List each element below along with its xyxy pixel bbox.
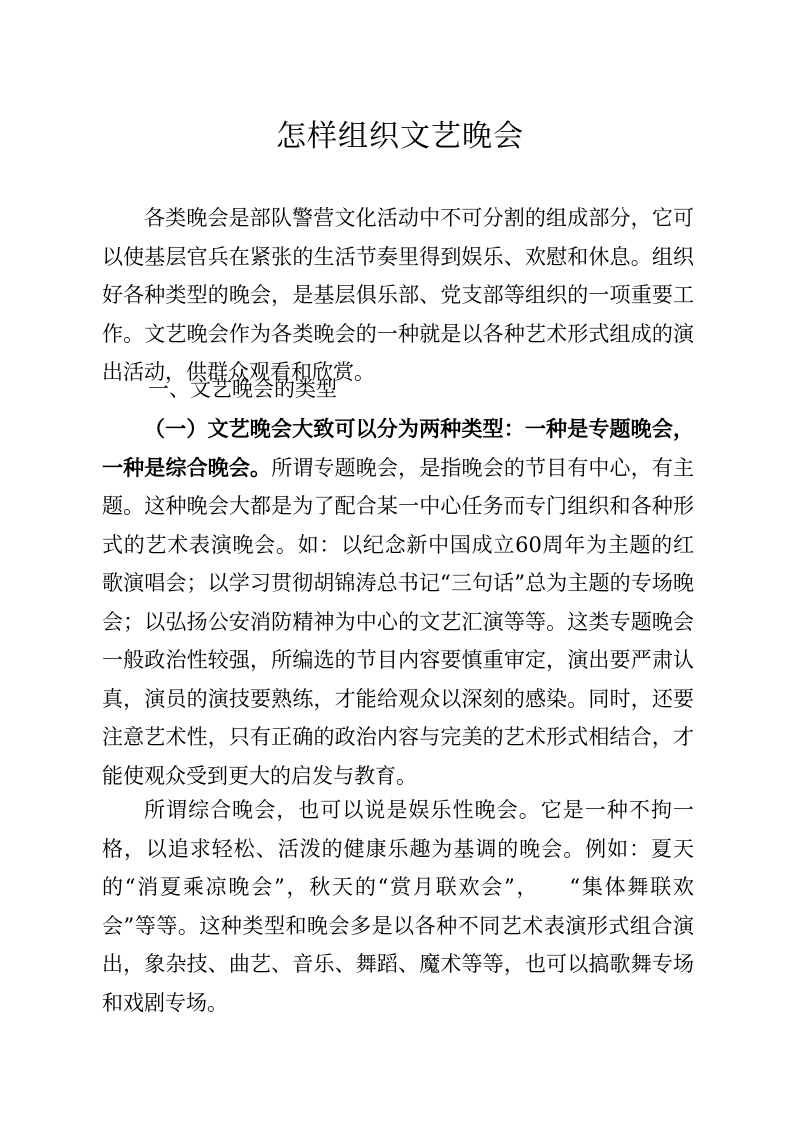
subsection-paragraph: [102, 410, 694, 795]
comprehensive-part1: 所谓综合晚会，也可以说是娱乐性晚会。它是一种不拘一格，以追求轻松、活泼的健康乐趣为基调的晚会。例如：夏天的“消夏乘凉晚会”，秋天的“赏月联欢会”，: [102, 798, 694, 899]
intro-paragraph: 各类晚会是部队警营文化活动中不可分割的组成部分，它可以使基层官兵在紧张的生活节奏里得到娱乐、欢慰和休息。组织好各种类型的晚会，是基层俱乐部、党支部等组织的一项重要工作。文艺晚会作为各类晚会的一种就是以各种艺术形式组成的演出活动，供群众观看和欣赏。: [102, 206, 694, 384]
comprehensive-part2: “集体舞联欢会”等等。这种类型和晚会多是以各种不同艺术表演形式组合演出，象杂技、曲艺、音乐、舞蹈、魔术等等，也可以搞歌舞专场和戏剧专场。: [102, 875, 694, 1015]
document-title: 怎样组织文艺晚会: [276, 119, 524, 154]
section-heading: 一、文艺晚会的类型: [148, 377, 337, 401]
subsection-lead: （一）文艺晚会大致可以分为两种类型：一种是专题晚会，一种是综合晚会。: [102, 416, 694, 480]
comprehensive-paragraph: [102, 791, 694, 1022]
subsection-body: 所谓专题晚会，是指晚会的节目有中心，有主题。这种晚会大都是为了配合某一中心任务而专门组织和各种形式的艺术表演晚会。如：以纪念新中国成立60周年为主题的红歌演唱会；以学习贯彻胡锦涛总书记“三句话”总为主题的专场晚会；以弘扬公安消防精神为中心的文艺汇演等等。这类专题晚会一般政治性较强，所编选的节目内容要慎重审定，演出要严肃认真，演员的演技要熟练，才能给观众以深刻的感染。同时，还要注意艺术性，只有正确的政治内容与完美的艺术形式相结合，才能使观众受到更大的启发与教育。: [102, 455, 695, 788]
